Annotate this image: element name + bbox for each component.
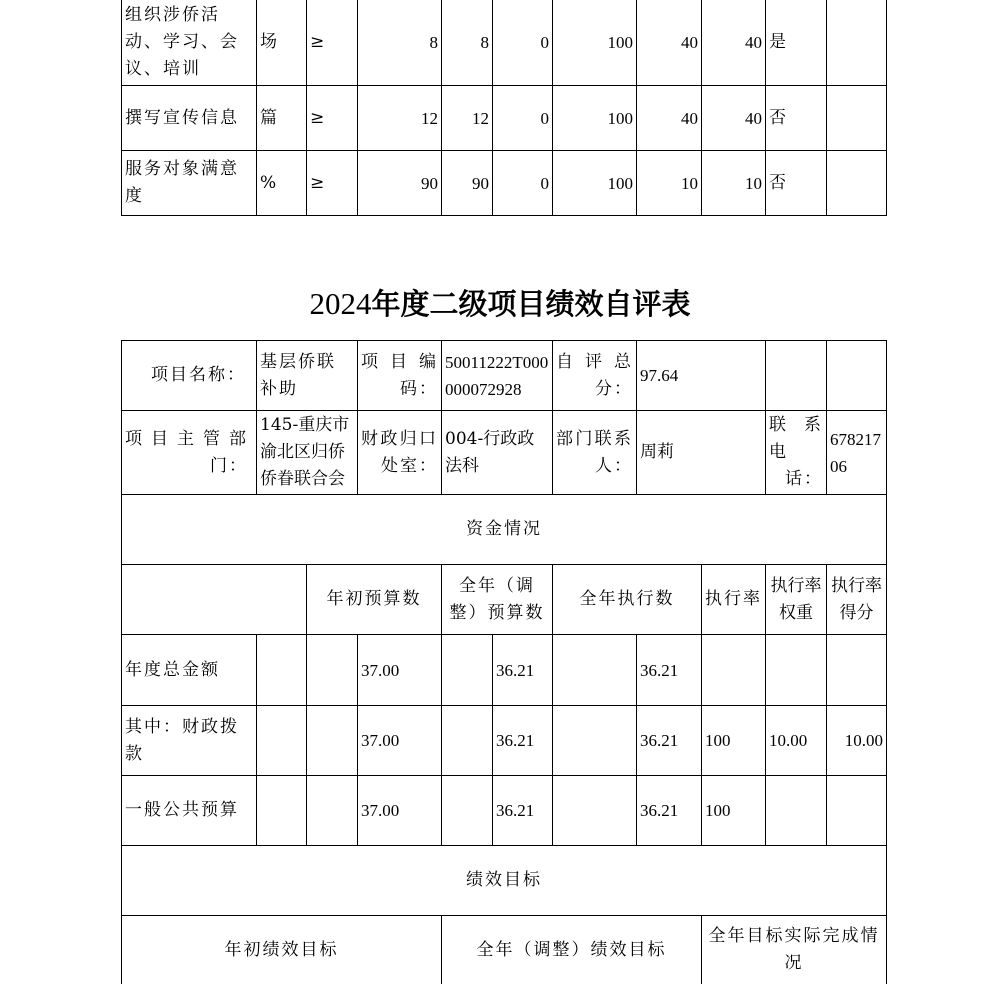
initial-budget-value: 37.00 (361, 660, 400, 680)
weight-cell: 40 (681, 33, 698, 52)
project-name-label: 项目名称： (151, 365, 246, 385)
adjusted-budget-value: 36.21 (496, 801, 535, 820)
unit-cell: 场 (260, 32, 277, 52)
executed-value: 36.21 (640, 731, 679, 750)
score-cell: 10 (745, 173, 762, 193)
finance-office-value: 004-行政政法科 (445, 428, 535, 476)
funds-row-label: 其中：财政拨款 (125, 716, 239, 764)
executed-value: 36.21 (640, 801, 679, 820)
project-code-value: 50011222T000000072928 (445, 352, 549, 399)
unit-cell: % (260, 172, 277, 193)
funds-row-label: 年度总金额 (125, 659, 220, 680)
operator-cell: ≥ (310, 172, 325, 193)
rate-cell: 100 (607, 33, 633, 52)
rate-score-value (827, 776, 886, 845)
exec-rate-value: 100 (705, 801, 731, 820)
project-code-label: 项目编码： (361, 351, 438, 399)
contact-value: 周莉 (640, 442, 674, 462)
total-score-label: 自评总分： (556, 351, 633, 399)
note-cell (827, 86, 886, 150)
actual-cell: 90 (472, 173, 489, 193)
exec-rate-value (702, 635, 765, 705)
deviation-cell: 0 (540, 173, 549, 193)
dept-value: 145-重庆市渝北区归侨侨眷联合会 (260, 415, 350, 489)
weight-cell: 40 (681, 108, 698, 128)
total-score-value: 97.64 (640, 366, 679, 385)
header-exec-rate: 执行率 (705, 589, 762, 609)
operator-cell: ≥ (310, 32, 325, 52)
title-text: 年度二级项目绩效自评表 (371, 287, 691, 321)
operator-cell: ≥ (310, 107, 325, 128)
rate-weight-value (766, 635, 826, 705)
executed-value: 36.21 (640, 660, 679, 680)
initial-budget-value: 37.00 (361, 731, 400, 750)
target-cell: 8 (429, 33, 438, 52)
header-adjusted-budget: 全年（调整）预算数 (449, 575, 545, 623)
deviation-cell: 0 (540, 108, 549, 128)
funds-section-title: 资金情况 (466, 519, 542, 539)
header-executed: 全年执行数 (579, 589, 675, 609)
header-initial-budget: 年初预算数 (326, 589, 422, 609)
flag-cell: 否 (769, 107, 786, 128)
flag-cell: 否 (769, 172, 786, 193)
rate-weight-value (766, 776, 826, 845)
header-initial-target: 年初绩效目标 (224, 939, 339, 960)
contact-label: 部门联系人： (556, 428, 633, 476)
adjusted-budget-value: 36.21 (496, 660, 535, 680)
note-cell (827, 151, 886, 215)
rate-score-value (827, 635, 886, 705)
target-cell: 90 (421, 173, 438, 193)
indicator-cell: 服务对象满意度 (125, 159, 239, 206)
exec-rate-value: 100 (705, 731, 731, 750)
deviation-cell: 0 (540, 33, 549, 52)
indicator-cell: 组织涉侨活动、学习、会议、培训 (125, 5, 239, 79)
finance-office-label: 财政归口处室： (361, 428, 438, 476)
actual-cell: 12 (472, 108, 489, 128)
score-cell: 40 (745, 108, 762, 128)
funds-row-label: 一般公共预算 (125, 800, 239, 820)
initial-budget-value: 37.00 (361, 801, 400, 820)
header-actual-completion: 全年目标实际完成情况 (708, 926, 880, 973)
project-name-value: 基层侨联补助 (260, 351, 336, 399)
score-cell: 40 (745, 33, 762, 52)
rate-cell: 100 (607, 108, 633, 128)
phone-value: 67821706 (830, 429, 881, 476)
dept-label: 项目主管部门： (125, 428, 248, 476)
rate-score-value: 10.00 (844, 731, 883, 750)
rate-cell: 100 (607, 173, 633, 193)
header-rate-score: 执行率得分 (831, 575, 882, 623)
phone-label: 联系电话： (769, 415, 823, 489)
actual-cell: 8 (480, 33, 489, 52)
adjusted-budget-value: 36.21 (496, 731, 535, 750)
indicator-cell: 撰写宣传信息 (125, 107, 239, 128)
perf-section-title: 绩效目标 (466, 870, 542, 890)
header-adjusted-target: 全年（调整）绩效目标 (476, 939, 667, 960)
flag-cell: 是 (769, 32, 786, 52)
weight-cell: 10 (681, 173, 698, 193)
header-rate-weight: 执行率权重 (770, 575, 822, 623)
rate-weight-value: 10.00 (769, 731, 808, 750)
title-year: 2024 (309, 286, 372, 321)
target-cell: 12 (421, 108, 438, 128)
unit-cell: 篇 (260, 107, 277, 128)
page-title (0, 280, 1000, 328)
note-cell (827, 0, 886, 85)
